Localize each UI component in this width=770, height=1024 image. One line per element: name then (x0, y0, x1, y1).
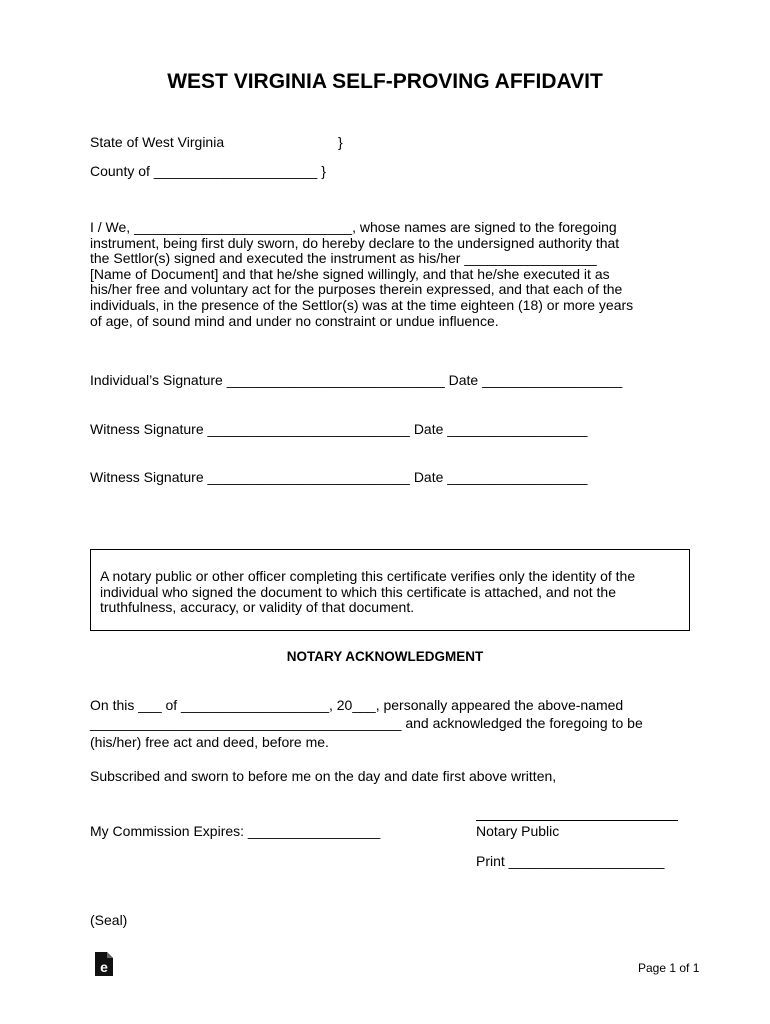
witness-signature-line-2: Witness Signature __________________________ Date __________________ (90, 469, 588, 485)
svg-text:e: e (100, 959, 108, 975)
individual-signature-line: Individual’s Signature ____________________________ Date __________________ (90, 372, 623, 388)
affidavit-line: of age, of sound mind and under no constraint or undue influence. (90, 312, 499, 329)
state-brace: } (338, 134, 343, 150)
affidavit-line: I / We, ____________________________, whose names are signed to the foregoing (90, 219, 617, 235)
notary-line: (his/her) free act and deed, before me. (90, 734, 329, 750)
notary-public-label: Notary Public (476, 823, 560, 839)
state-line: State of West Virginia (90, 134, 225, 150)
notice-line: truthfulness, accuracy, or validity of that document. (100, 599, 415, 616)
notary-signature-line (476, 820, 678, 821)
witness-signature-line-1: Witness Signature __________________________ Date __________________ (90, 421, 588, 437)
page-number: Page 1 of 1 (638, 961, 700, 975)
affidavit-line: the Settlor(s) signed and executed the instrument as his/her _________________ (90, 250, 597, 267)
commission-expires-line: My Commission Expires: _________________ (90, 823, 381, 839)
notary-acknowledgment-heading: NOTARY ACKNOWLEDGMENT (286, 649, 484, 664)
print-name-line: Print ____________________ (476, 853, 665, 869)
county-line: County of _____________________ } (90, 163, 326, 179)
notice-line: A notary public or other officer completing this certificate verifies only the identity of the (100, 568, 636, 584)
document-title: WEST VIRGINIA SELF-PROVING AFFIDAVIT (167, 70, 603, 93)
notary-line: ________________________________________ and acknowledged the foregoing to be (90, 715, 643, 731)
affidavit-line: instrument, being first duly sworn, do hereby declare to the undersigned authority that (90, 234, 620, 251)
affidavit-line: individuals, in the presence of the Settlor(s) was at the time eighteen (18) or more years (90, 297, 634, 313)
notice-line: individual who signed the document to which this certificate is attached, and not the (100, 583, 616, 600)
affidavit-line: his/her free and voluntary act for the purposes therein expressed, and that each of the (90, 281, 623, 298)
affidavit-line: [Name of Document] and that he/she signed willingly, and that he/she executed it as (90, 265, 610, 282)
subscribed-statement: Subscribed and sworn to before me on the day and date first above written, (90, 768, 557, 784)
notary-line: On this ___ of ___________________, 20___, personally appeared the above-named (90, 697, 624, 713)
eforms-logo-icon (95, 952, 113, 976)
seal-label: (Seal) (90, 912, 128, 928)
